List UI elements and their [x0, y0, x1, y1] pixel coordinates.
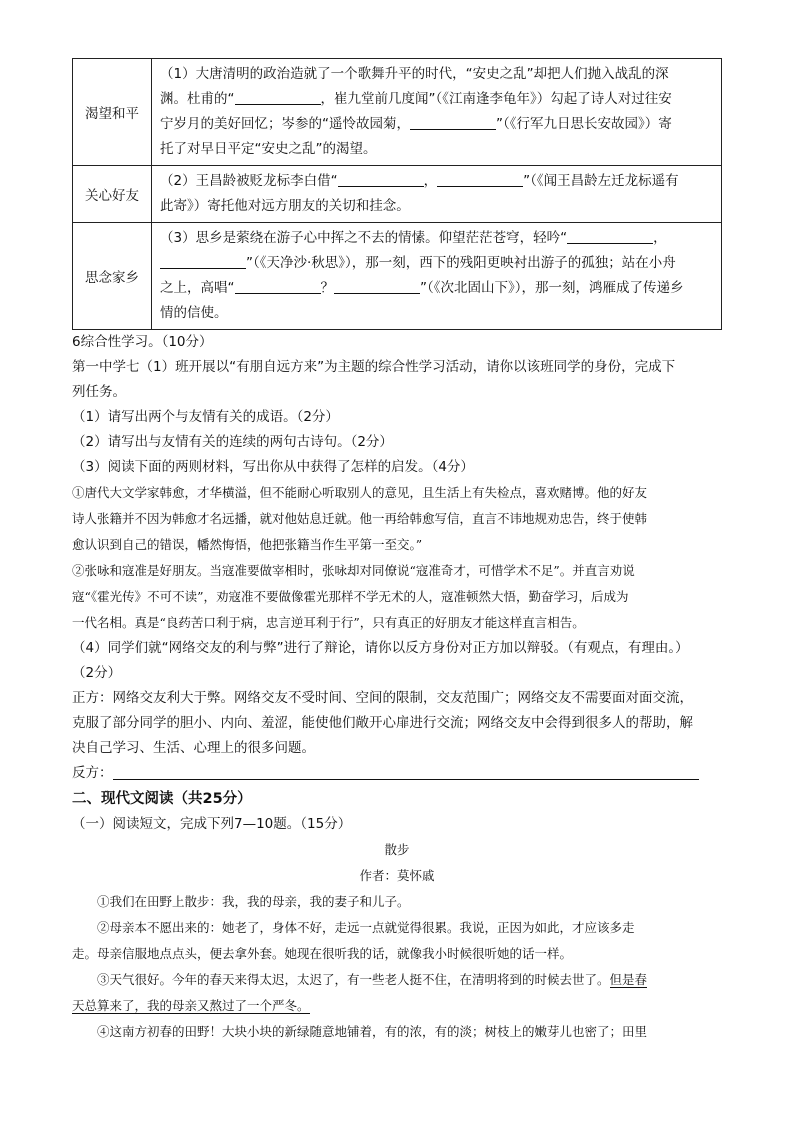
task-item: （3）阅读下面的两则材料，写出你从中获得了怎样的启发。（4分） — [72, 459, 474, 475]
text-line — [160, 226, 713, 251]
text-segment: ”（《天净沙·秋思》），那一刻，西下的残阳更映衬出游子的孤独；站在小舟 — [246, 255, 676, 271]
answer-blank[interactable] — [334, 279, 420, 294]
section-heading: 二、现代文阅读（共25分） — [72, 791, 252, 807]
article-paragraph: ④这南方初春的田野！大块小块的新绿随意地铺着，有的浓，有的淡；树枝上的嫩芽儿也密了；田里 — [97, 1024, 648, 1039]
text-segment: ，崔九堂前几度闻”（《江南逢李龟年》）勾起了诗人对过往安 — [320, 91, 672, 107]
text-line: 克服了部分同学的胆小、内向、羞涩，能使他们敞开心扉进行交流；网络交友中会得到很多人的帮助，解 — [72, 715, 693, 731]
text-line: 第一中学七（1）班开展以“有朋自远方来”为主题的综合性学习活动，请你以该班同学的身份，完成下 — [72, 359, 676, 375]
text-segment: （3）思乡是萦绕在游子心中挥之不去的情愫。仰望茫茫苍穹，轻吟“ — [160, 230, 568, 246]
underlined-sentence: 但是春 — [609, 972, 648, 987]
text-segment: ”（《行军九日思长安故园》）寄 — [496, 116, 672, 132]
answer-blank[interactable] — [338, 172, 424, 187]
text-segment: ， — [653, 230, 667, 246]
table-row — [73, 166, 722, 223]
category-cell: 思念家乡 — [73, 223, 152, 330]
material-line: 寇“《霍光传》不可不读”，劝寇准不要做像霍光那样不学无术的人，寇准顿然大悟，勤奋学习，后成为 — [72, 589, 629, 604]
text-line: 决自己学习、生活、心理上的很多问题。 — [72, 740, 315, 756]
question-cell — [152, 223, 722, 330]
rebuttal-row — [72, 761, 722, 786]
text-line: 列任务。 — [72, 384, 126, 400]
text-segment: 之上，高唱“ — [160, 280, 235, 296]
article-paragraph: 走。母亲信服地点点头，便去拿外套。她现在很听我的话，就像我小时候很听她的话一样。 — [72, 946, 573, 961]
text-line: 情的信使。 — [160, 305, 228, 321]
category-cell: 渴望和平 — [73, 59, 152, 166]
article-paragraph: ①我们在田野上散步：我，我的母亲，我的妻子和儿子。 — [97, 894, 410, 909]
material-line: 愈认识到自己的错误，幡然悔悟，他把张籍当作生平第一至交。” — [72, 537, 423, 552]
text-line — [160, 112, 713, 137]
underlined-sentence: 天总算来了，我的母亲又熬过了一个严冬。 — [72, 998, 310, 1013]
answer-blank[interactable] — [410, 115, 496, 130]
question-cell — [152, 166, 722, 223]
article-paragraph — [72, 993, 722, 1019]
text-line — [160, 276, 713, 301]
material-line: 一代名相。真是“良药苦口利于病，忠言逆耳利于行”，只有真正的好朋友才能这样直言相告。 — [72, 615, 585, 630]
article-paragraph: ②母亲本不愿出来的：她老了，身体不好，走远一点就觉得很累。我说，正因为如此，才应该多走 — [97, 920, 635, 935]
article-paragraph — [72, 967, 722, 993]
answer-blank[interactable] — [235, 279, 321, 294]
question-heading: 6综合性学习。（10分） — [72, 334, 213, 350]
text-segment: ”（《闻王昌龄左迁龙标遥有 — [523, 173, 679, 189]
text-line: 此寄》）寄托他对远方朋友的关切和挂念。 — [160, 198, 410, 214]
rebuttal-answer-line[interactable] — [113, 765, 699, 780]
answer-blank[interactable] — [437, 172, 523, 187]
exam-page — [72, 58, 722, 1045]
question-cell — [152, 59, 722, 166]
rebuttal-label: 反方： — [72, 765, 113, 781]
text-line: 托了对早日平定“安史之乱”的渴望。 — [160, 141, 377, 157]
article-title: 散步 — [384, 842, 410, 857]
task-item: （2分） — [72, 665, 122, 681]
table-row — [73, 223, 722, 330]
task-item: （1）请写出两个与友情有关的成语。（2分） — [72, 409, 339, 425]
text-segment: ”（《次北固山下》），那一刻，鸿雁成了传递乡 — [420, 280, 684, 296]
poem-fill-table — [72, 58, 722, 330]
answer-blank[interactable] — [567, 229, 653, 244]
category-cell: 关心好友 — [73, 166, 152, 223]
text-segment: ？ — [320, 280, 334, 296]
answer-blank[interactable] — [160, 254, 246, 269]
article-author: 作者：莫怀戚 — [359, 868, 435, 883]
text-line — [160, 87, 713, 112]
text-line — [160, 251, 713, 276]
task-item: （4）同学们就“网络交友的利与弊”进行了辩论，请你以反方身份对正方加以辩驳。（有观点，有理由。） — [72, 640, 689, 656]
text-segment: ③天气很好。今年的春天来得太迟，太迟了，有一些老人挺不住，在清明将到的时候去世了。 — [97, 972, 610, 987]
text-line: 正方：网络交友利大于弊。网络交友不受时间、空间的限制，交友范围广；网络交友不需要面对面交流， — [72, 690, 693, 706]
material-line: 诗人张籍并不因为韩愈才名远播，就对他姑息迁就。他一再给韩愈写信，直言不讳地规劝忠告，终于使韩 — [72, 511, 648, 526]
text-segment: （2）王昌龄被贬龙标李白借“ — [160, 173, 338, 189]
text-line: （1）大唐清明的政治造就了一个歌舞升平的时代，“安史之乱”却把人们抛入战乱的深 — [160, 66, 669, 82]
text-segment: ， — [423, 173, 438, 189]
material-line: ①唐代大文学家韩愈，才华横溢，但不能耐心听取别人的意见，且生活上有失检点，喜欢赌博。他的好友 — [72, 485, 648, 500]
task-item: （2）请写出与友情有关的连续的两句古诗句。（2分） — [72, 434, 393, 450]
text-segment: 渊。杜甫的“ — [160, 91, 235, 107]
material-line: ②张咏和寇准是好朋友。当寇准要做宰相时，张咏却对同僚说“寇准奇才，可惜学术不足”。并直言劝说 — [72, 563, 635, 578]
table-row — [73, 59, 722, 166]
answer-blank[interactable] — [235, 90, 321, 105]
text-line — [160, 169, 713, 194]
subsection-heading: （一）阅读短文，完成下列7—10题。（15分） — [72, 816, 352, 832]
text-segment: 宁岁月的美好回忆；岑参的“遥怜故园菊， — [160, 116, 410, 132]
